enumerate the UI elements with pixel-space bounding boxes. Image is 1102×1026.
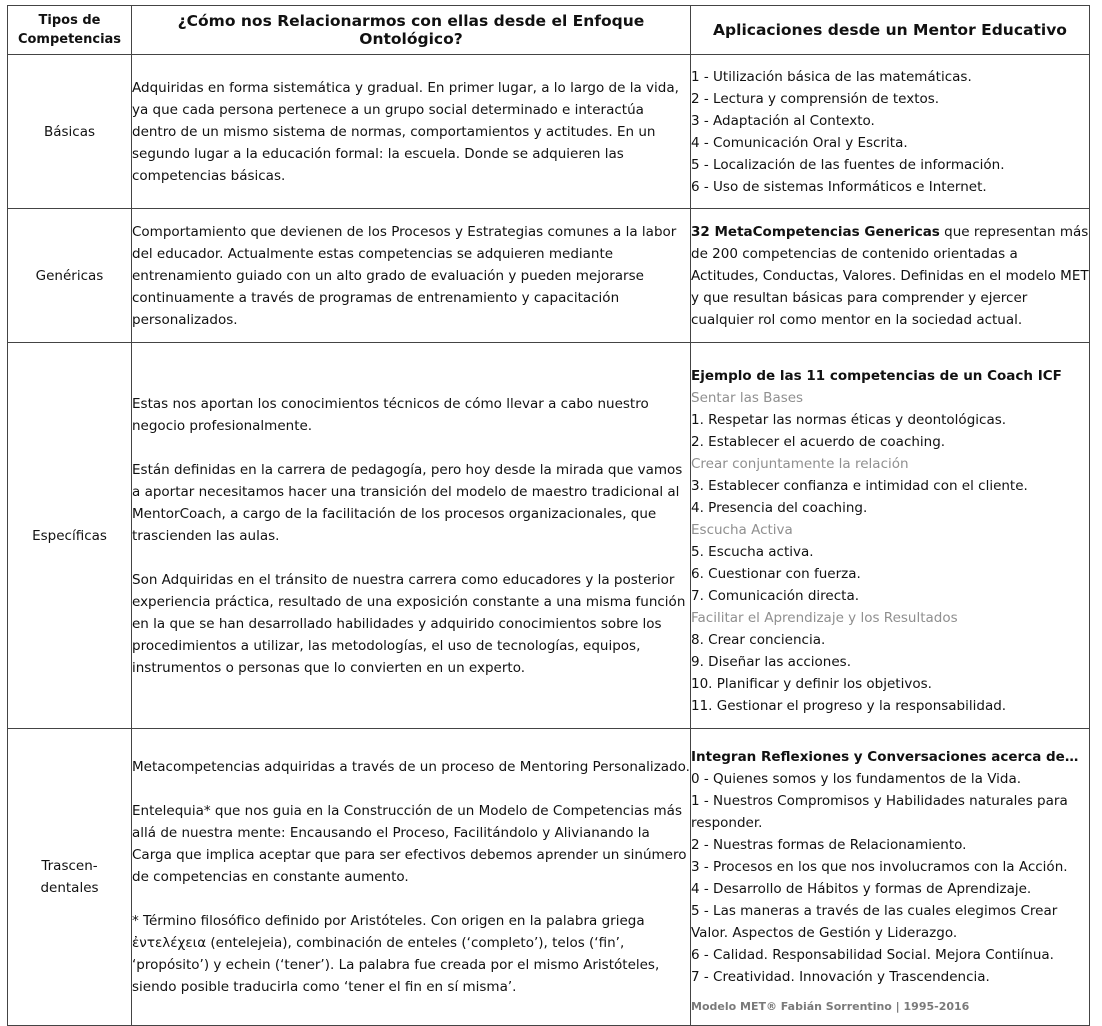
description-cell — [132, 209, 691, 343]
list-item: 6 - Calidad. Responsabilidad Social. Mejora Contiínua. — [691, 947, 1054, 963]
group-heading: Sentar las Bases — [691, 389, 804, 406]
list-item: 5 - Localización de las fuentes de información. — [691, 156, 1005, 173]
applications-cell — [691, 55, 1090, 209]
list-item: 5. Escucha activa. — [691, 543, 814, 560]
list-item: 4. Presencia del coaching. — [691, 499, 868, 516]
group-heading: Escucha Activa — [691, 521, 793, 538]
applications-text: que representan más de 200 competencias de contenido orientadas a Actitudes, Conductas, Valores. Definidas en el modelo MET y que resultan básicas para comprender y ejercer cualquier rol como mentor en la sociedad actual. — [691, 223, 1089, 328]
table-row — [8, 55, 1090, 209]
list-item: 1 - Nuestros Compromisos y Habilidades naturales para responder. — [691, 793, 1068, 831]
header-types: Tipos de Competencias — [8, 6, 132, 55]
type-label-line: dentales — [40, 880, 99, 896]
list-item: 3 - Procesos en los que nos involucramos con la Acción. — [691, 859, 1068, 875]
description-cell — [132, 55, 691, 209]
type-cell — [8, 729, 132, 1026]
list-item: 2. Establecer el acuerdo de coaching. — [691, 433, 946, 450]
description-paragraph: Metacompetencias adquiridas a través de un proceso de Mentoring Personalizado. — [132, 759, 690, 775]
list-item: 7 - Creatividad. Innovación y Trascendencia. — [691, 969, 990, 985]
type-cell: Genéricas — [8, 209, 132, 343]
list-item: 11. Gestionar el progreso y la responsabilidad. — [691, 697, 1007, 714]
group-heading: Crear conjuntamente la relación — [691, 455, 909, 472]
applications-title: Ejemplo de las 11 competencias de un Coach ICF — [691, 367, 1062, 384]
applications-title: Integran Reflexiones y Conversaciones acerca de… — [691, 749, 1079, 765]
type-cell: Básicas — [8, 55, 132, 209]
competencies-table — [7, 5, 1090, 1026]
applications-paragraph — [691, 221, 1089, 331]
list-item: 0 - Quienes somos y los fundamentos de la Vida. — [691, 771, 1022, 787]
description-paragraph: Son Adquiridas en el tránsito de nuestra carrera como educadores y la posterior experiencia práctica, resultado de una exposición constante a una misma función en la que se han desarrollado habilidades y adquirido conocimientos sobre los procedimientos a utilizar, las metodologías, el uso de tecnologías, equipos, instrumentos o personas que lo convierten en un experto. — [132, 571, 686, 676]
description-paragraph: Estas nos aportan los conocimientos técnicos de cómo llevar a cabo nuestro negocio profesionalmente. — [132, 395, 649, 434]
list-item: 4 - Comunicación Oral y Escrita. — [691, 134, 908, 151]
type-label-line: Trascen- — [41, 858, 98, 874]
applications-cell — [691, 343, 1090, 729]
description-paragraph: Entelequia* que nos guia en la Construcción de un Modelo de Competencias más allá de nuestra mente: Encausando el Proceso, Facilitándolo y Alivianando la Carga que implica aceptar que para ser efectivos debemos aprender un sinúmero de competencias en constante aumento. — [132, 803, 687, 885]
applications-cell — [691, 209, 1090, 343]
list-item: 1 - Utilización básica de las matemáticas. — [691, 68, 972, 85]
list-item: 8. Crear conciencia. — [691, 631, 826, 648]
type-cell: Específicas — [8, 343, 132, 729]
table-row — [8, 209, 1090, 343]
description-cell — [132, 729, 691, 1026]
description-paragraph: Están definidas en la carrera de pedagogía, pero hoy desde la mirada que vamos a aportar necesitamos hacer una transición del modelo de maestro tradicional al MentorCoach, a cargo de la facilitación de los procesos organizacionales, que trascienden las aulas. — [132, 461, 683, 544]
group-heading: Facilitar el Aprendizaje y los Resultados — [691, 609, 958, 626]
description-cell — [132, 343, 691, 729]
list-item: 7. Comunicación directa. — [691, 587, 860, 604]
list-item: 6 - Uso de sistemas Informáticos e Internet. — [691, 178, 987, 195]
list-item: 3 - Adaptación al Contexto. — [691, 112, 875, 129]
list-item: 4 - Desarrollo de Hábitos y formas de Aprendizaje. — [691, 881, 1032, 897]
table-row — [8, 729, 1090, 1026]
list-item: 5 - Las maneras a través de las cuales elegimos Crear Valor. Aspectos de Gestión y Liderazgo. — [691, 903, 1058, 941]
list-item: 2 - Lectura y comprensión de textos. — [691, 90, 940, 107]
list-item: 1. Respetar las normas éticas y deontológicas. — [691, 411, 1007, 428]
list-item: 2 - Nuestras formas de Relacionamiento. — [691, 837, 967, 853]
applications-bold-lead: 32 MetaCompetencias Genericas — [691, 223, 940, 240]
list-item: 6. Cuestionar con fuerza. — [691, 565, 861, 582]
list-item: 10. Planificar y definir los objetivos. — [691, 675, 932, 692]
list-item: 9. Diseñar las acciones. — [691, 653, 851, 670]
applications-cell — [691, 729, 1090, 1026]
description-paragraph: * Término filosófico definido por Aristóteles. Con origen en la palabra griega ἐντελέχεια (entelejeia), combinación de enteles (‘completo’), telos (‘fin’, ‘propósito’) y echein (‘tener’). La palabra fue creada por el mismo Aristóteles, siendo posible traducirla como ‘tener el fin en sí misma’. — [132, 913, 660, 995]
model-credit: Modelo MET® Fabián Sorrentino | 1995-2016 — [691, 1000, 970, 1013]
header-ontological: ¿Cómo nos Relacionarmos con ellas desde el Enfoque Ontológico? — [132, 6, 691, 55]
header-row — [8, 6, 1090, 55]
table-row — [8, 343, 1090, 729]
description-paragraph: Comportamiento que devienen de los Procesos y Estrategias comunes a la labor del educador. Actualmente estas competencias se adquieren mediante entrenamiento guiado con un alto grado de evaluación y pueden mejorarse continuamente a través de programas de entrenamiento y capacitación personalizados. — [132, 223, 677, 328]
description-paragraph: Adquiridas en forma sistemática y gradual. En primer lugar, a lo largo de la vida, ya que cada persona pertenece a un grupo social determinado e interactúa dentro de un mismo sistema de normas, comportamientos y actitudes. En un segundo lugar a la educación formal: la escuela. Donde se adquieren las competencias básicas. — [132, 79, 679, 184]
header-applications: Aplicaciones desde un Mentor Educativo — [691, 6, 1090, 55]
list-item: 3. Establecer confianza e intimidad con el cliente. — [691, 477, 1028, 494]
